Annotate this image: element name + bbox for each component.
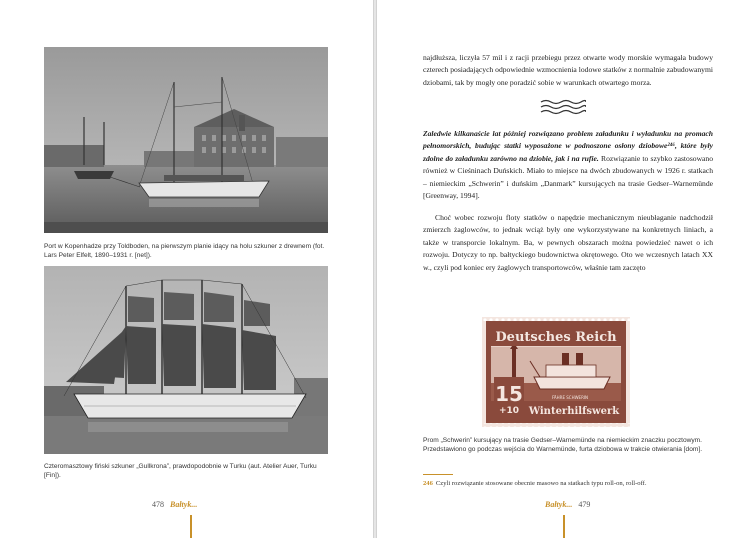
paragraph-2 bbox=[423, 128, 713, 202]
paragraph-3: Choć wobec rozwoju floty statków o napędzie mechanicznym nieubłaganie nadchodził zmierzch żaglowców, to jednak wciąż były one wykorzystywane na konkretnych liniach, a także w transporcie lokalnym. Ba, w pewnych obszarach można powiedzieć nawet o ich rozwoju. Dotyczy to np. bałtyckiego budownictwa okrętowego. Oto we wczesnych latach XX w., czyli pod koniec ery żaglowych transportowców, właśnie tam zaczęto bbox=[423, 213, 713, 272]
footnote-text: Czyli rozwiązanie stosowane obecnie masowo na statkach typu roll-on, roll-off. bbox=[435, 480, 647, 487]
running-title-left: Bałtyk... bbox=[170, 500, 198, 509]
right-page bbox=[377, 0, 750, 538]
folio-tick-left bbox=[190, 515, 192, 538]
postage-stamp-image bbox=[482, 317, 630, 427]
stamp-small-text: FÄHRE SCHWERIN bbox=[552, 395, 589, 400]
running-title-right: Bałtyk... bbox=[545, 500, 573, 509]
paragraph-2-rest: Rozwiązanie to szybko zastosowano również w Cieśninach Duńskich. Miało to miejsce na dwóch zbudowanych w 1926 r. statkach – niemieckim „Schwerin” i duńskim „Danmark” kursujących na trasie Gedser–Warnemünde [Greenway, 1994]. bbox=[423, 153, 714, 201]
photo-gullkrona-schooner bbox=[44, 266, 328, 454]
stamp-caption: Prom „Schwerin” kursujący na trasie Gedser–Warnemünde na niemieckim znaczku pocztowym. Przedstawiono go podczas wejścia do Warnemünde, furta dziobowa w trakcie otwierania [dom]. bbox=[423, 437, 703, 453]
stamp-value: 15 bbox=[495, 382, 523, 406]
footnote-rule bbox=[423, 474, 453, 475]
footnote-number: 246 bbox=[423, 480, 433, 487]
paragraph-1: najdłuższa, liczyła 57 mil i z racji przebiegu przez otwarte wody morskie wymagała budowy czterech posiadających odpowiednie wzmocnienia lodowe statków z normalnie zabudowanymi dziobami, tak by mogły one poradzić sobie w warunkach otwartego morza. bbox=[423, 53, 713, 87]
photo-copenhagen-port bbox=[44, 47, 328, 233]
stamp-bottom-text: Winterhilfswerk bbox=[528, 406, 620, 417]
stamp-surcharge: +10 bbox=[498, 406, 520, 416]
left-page bbox=[0, 0, 373, 538]
folio-right bbox=[545, 500, 590, 509]
page-number-right: 479 bbox=[578, 500, 591, 509]
wave-ornament-icon bbox=[540, 99, 586, 115]
stamp-top-text: Deutsches Reich bbox=[495, 330, 617, 345]
photo-caption-gullkrona: Czteromasztowy fiński szkuner „Gullkrona”, prawdopodobnie w Turku (aut. Atelier Auer, Turku [Fin]). bbox=[44, 463, 317, 479]
paragraph-2-emphasis: Zaledwie kilkanaście lat później rozwiązano problem załadunku i wyładunku na promach pełnomorskich, budując statki wyposażone w podnoszone osłony dziobowe²⁴⁶, które były zdolne do załadunku zarówno na dziobie, jak i na rufie. bbox=[423, 129, 713, 163]
page-number-left: 478 bbox=[152, 500, 164, 509]
folio-tick-right bbox=[563, 515, 565, 538]
photo-caption-copenhagen: Port w Kopenhadze przy Toldboden, na pierwszym planie idący na holu szkuner z drewnem (fot. Lars Peter Elfelt, 1890–1931 r. [net]). bbox=[44, 243, 325, 259]
footnote bbox=[423, 479, 723, 488]
folio-left bbox=[152, 500, 197, 509]
